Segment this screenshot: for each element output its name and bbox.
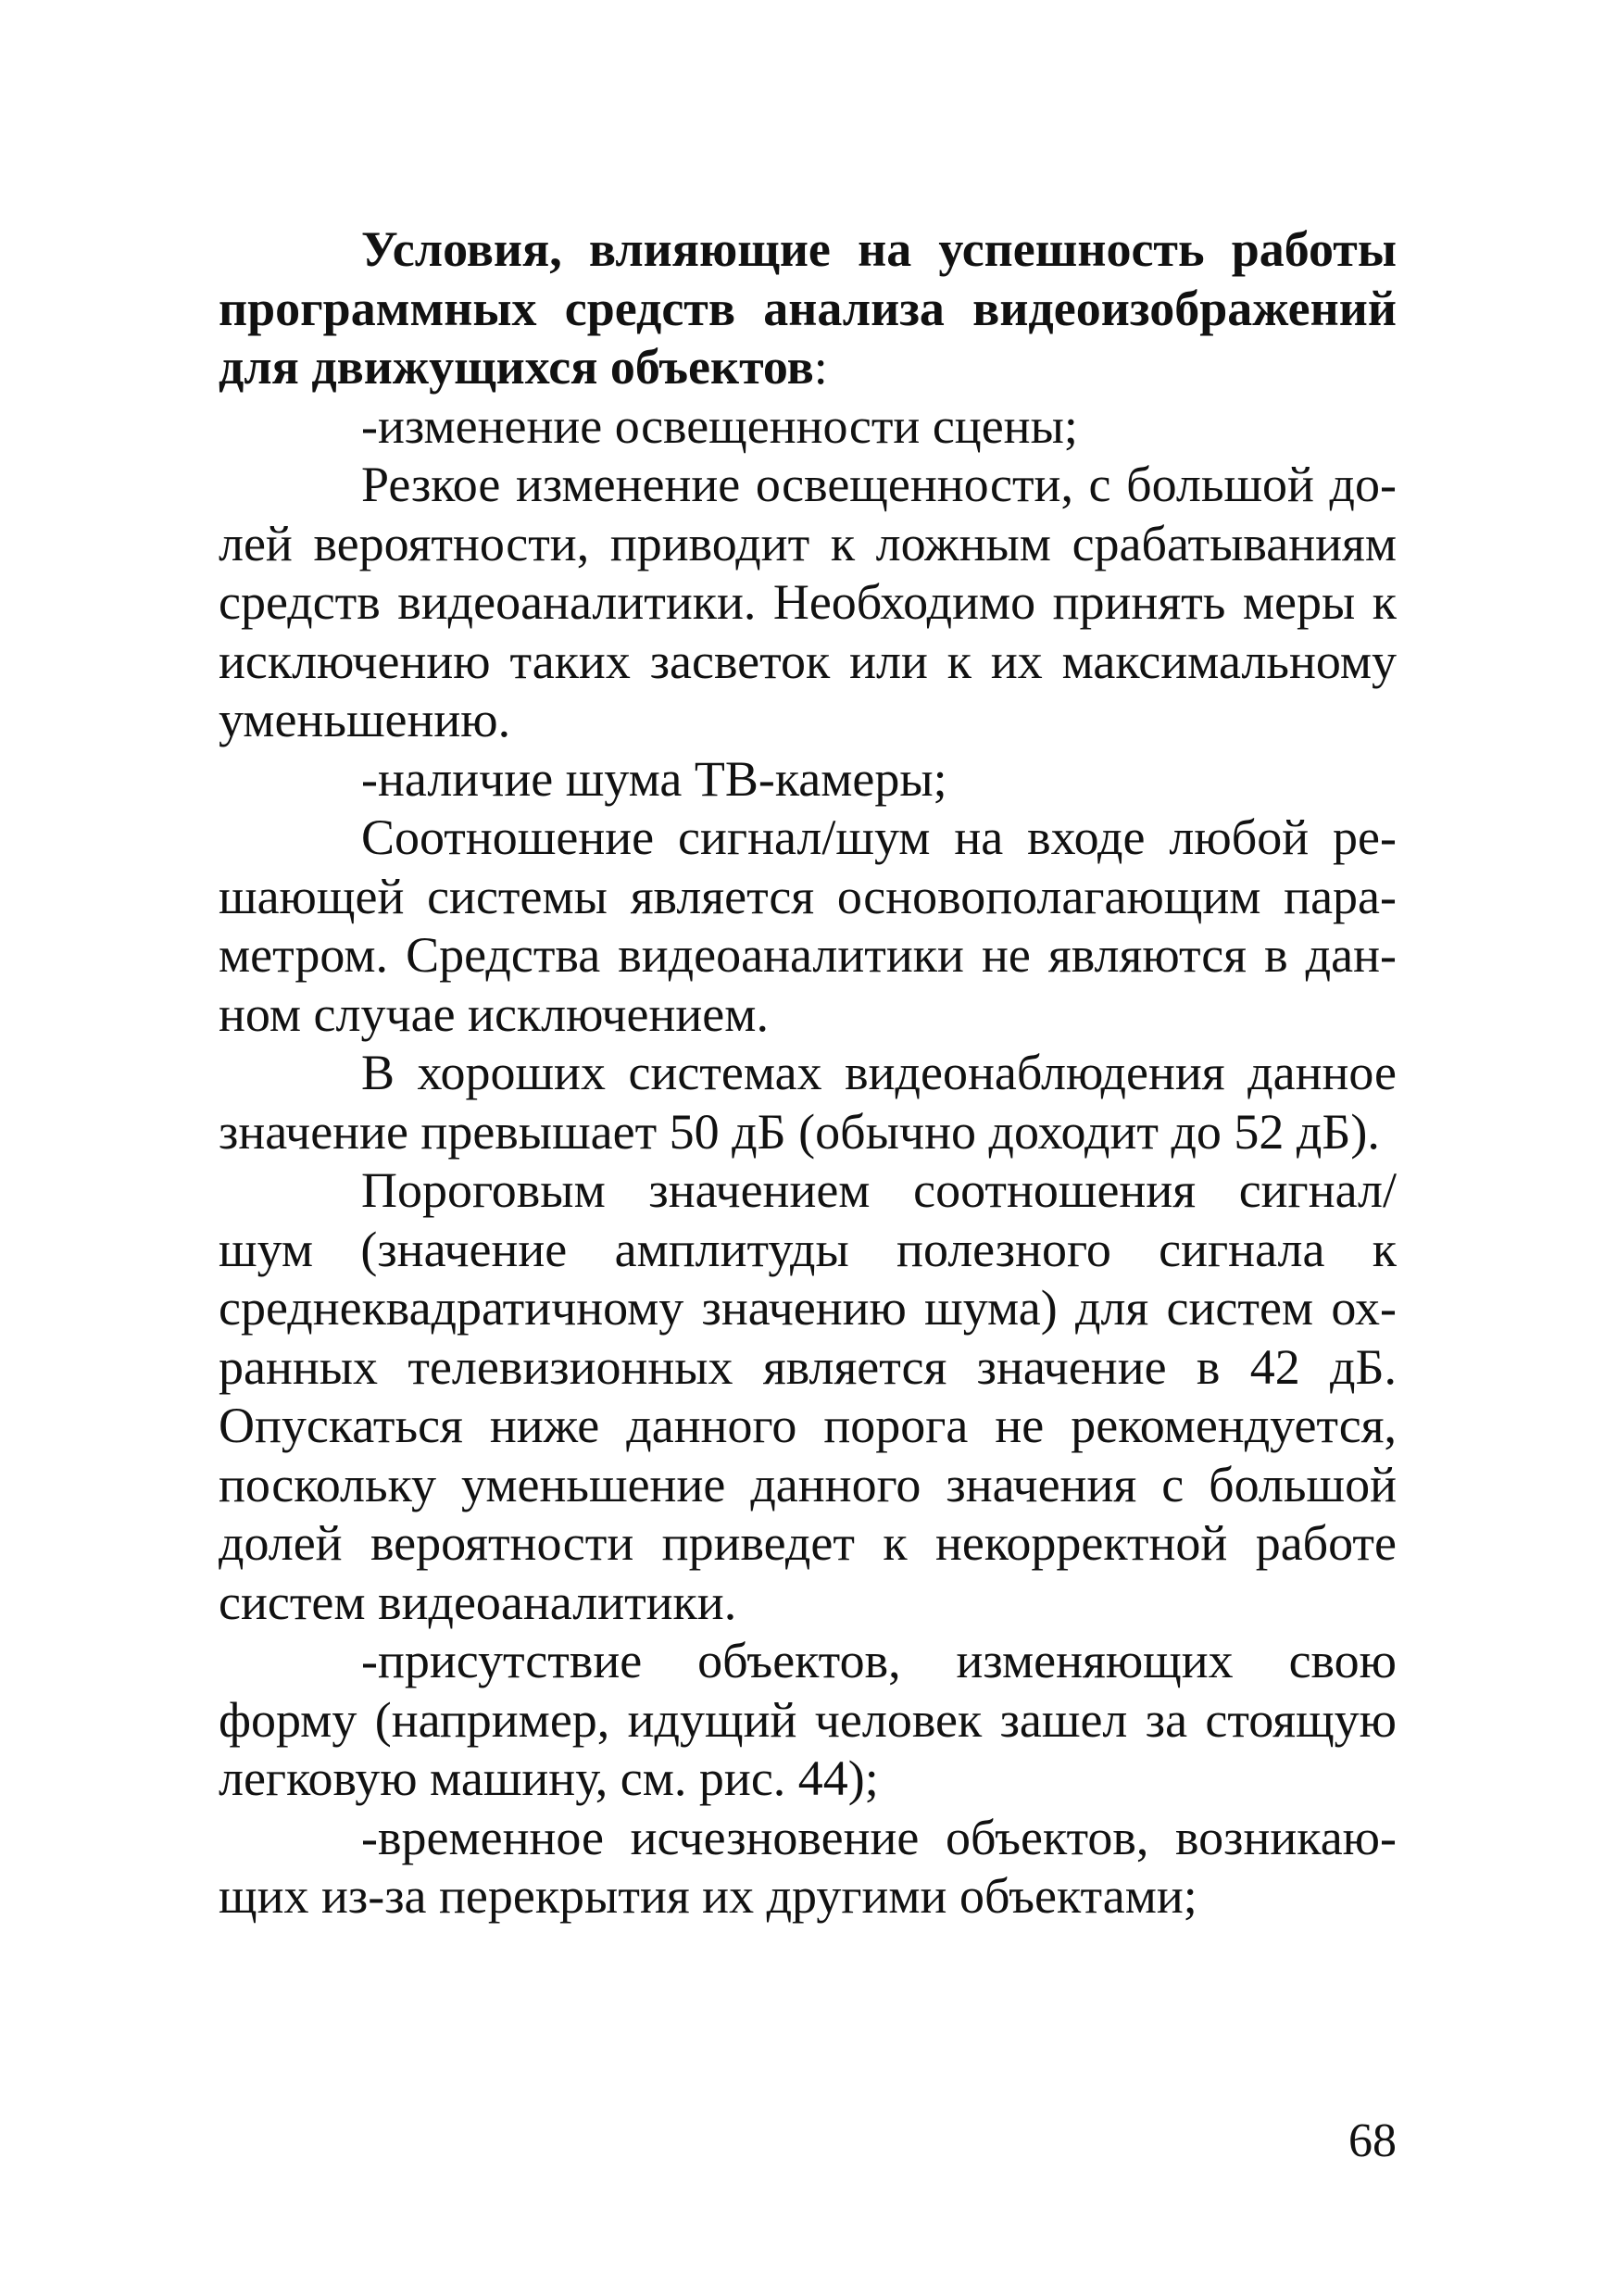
page-body	[219, 220, 1397, 1926]
paragraph-threshold-value: Пороговым значением соотношения сигнал/шум (значение амплитуды полезного сигнала к среднеквадратичному значению шума) для систем охранных телевизионных является значение в 42 дБ. Опускаться ниже данного порога не рекомендуется, поскольку уменьшение данного значения с большой долей вероятности приведет к некорректной работе систем видеоаналитики.	[219, 1162, 1397, 1630]
list-item-camera-noise: -наличие шума ТВ-камеры;	[361, 750, 947, 807]
list-item-shape-changing-objects: -присутствие объектов, изменяющих свою форму (например, идущий человек зашел за стоящую легковую машину, см. рис. 44);	[219, 1633, 1397, 1806]
list-item-lighting-change: -изменение освещенности сцены;	[361, 397, 1078, 454]
section-heading	[219, 220, 1397, 397]
paragraph-lighting-effects: Резкое изменение освещенности, с большой долей вероятности, приводит к ложным срабатываниям средств видеоаналитики. Необходимо принять меры к исключению таких засветок или к их максимальному уменьшению.	[219, 457, 1397, 747]
heading-bold-text: Условия, влияющие на успешность работы программных средств анализа видеоизображений для движущихся объектов	[219, 221, 1397, 395]
paragraph-good-systems-value: В хороших системах видеонаблюдения данное значение превышает 50 дБ (обычно доходит до 52 дБ).	[219, 1045, 1397, 1160]
page-number: 68	[1348, 2114, 1397, 2167]
list-item-temporary-disappearance: -временное исчезновение объектов, возникающих из-за перекрытия их другими объектами;	[219, 1809, 1397, 1924]
paragraph-signal-noise-ratio: Соотношение сигнал/шум на входе любой решающей системы является основополагающим параметром. Средства видеоаналитики не являются в данном случае исключением.	[219, 809, 1397, 1042]
heading-colon: :	[813, 339, 828, 395]
